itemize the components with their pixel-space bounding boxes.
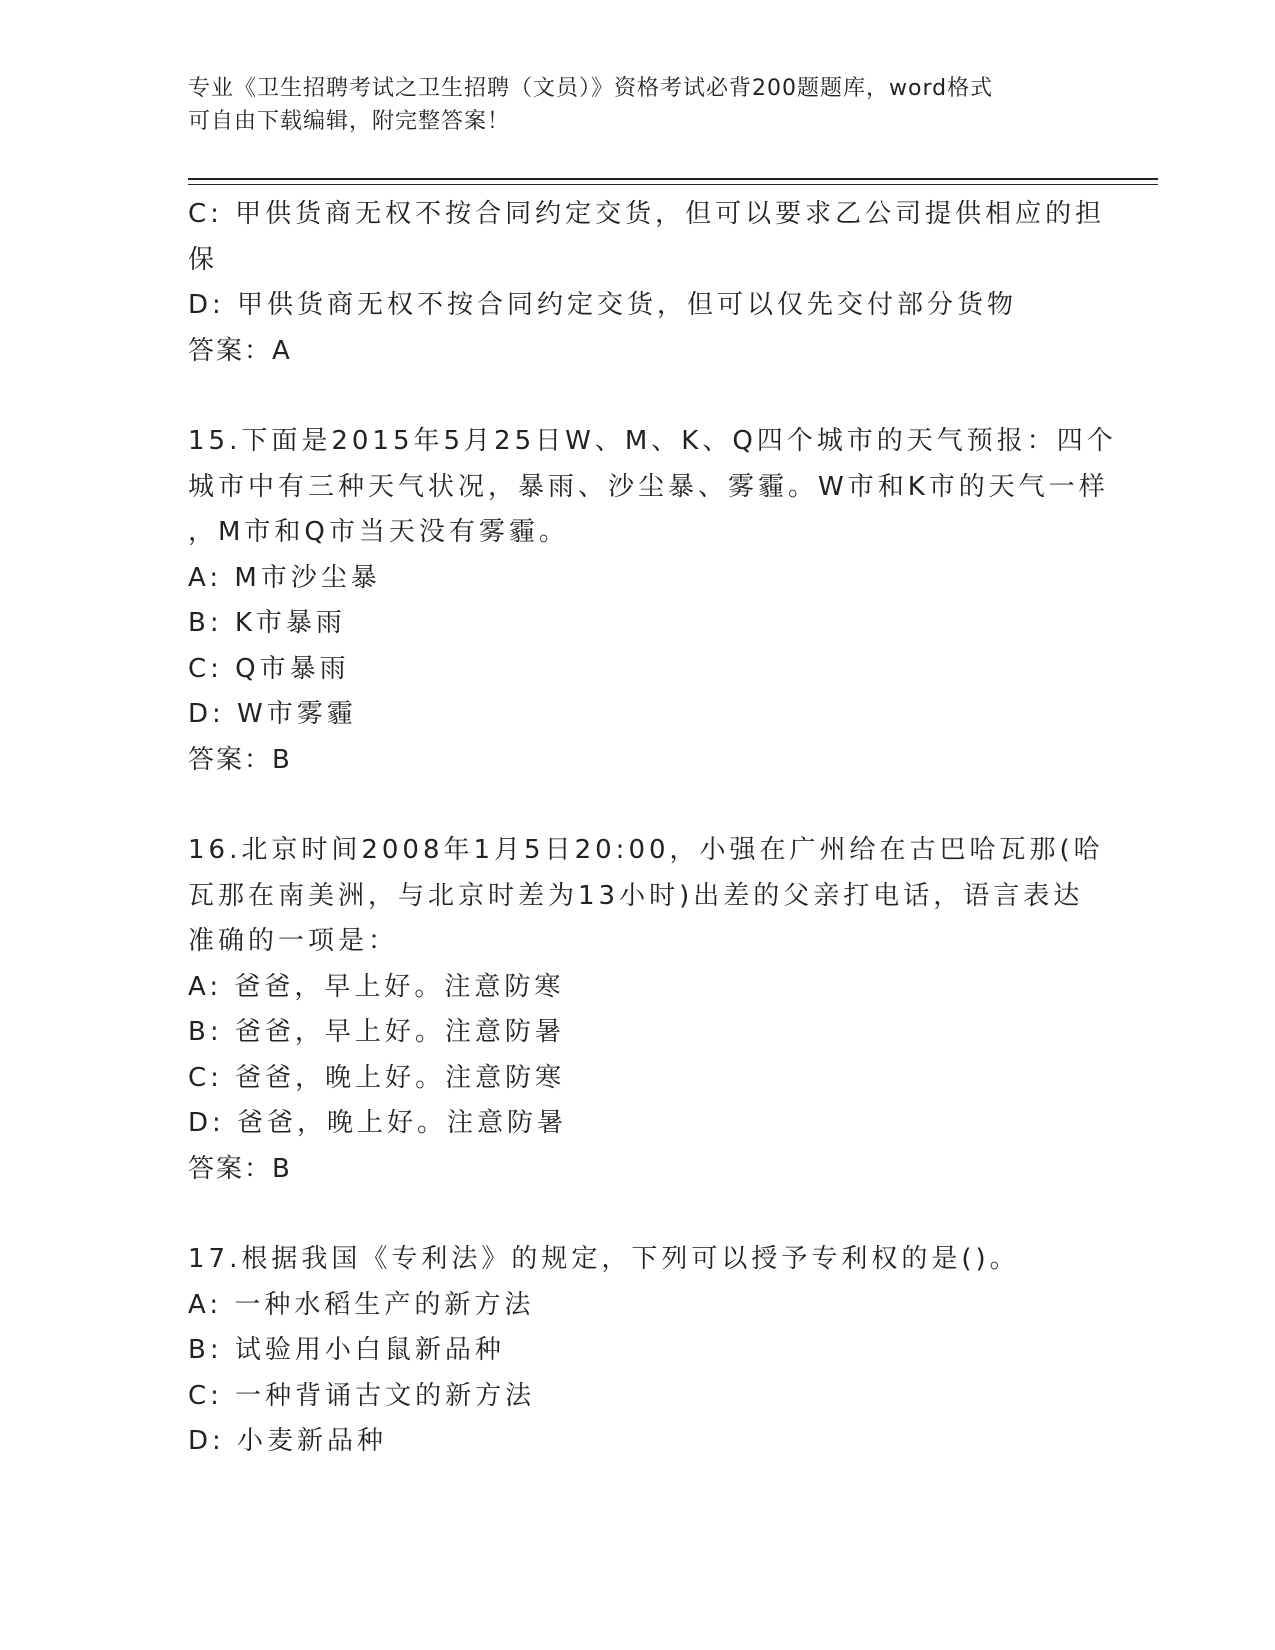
option-b: B: 爸爸，早上好。注意防暑 [188,1017,565,1047]
question-list [188,192,1117,1465]
spacer [188,374,1088,419]
question-text-line-3: ，M市和Q市当天没有雾霾。 [188,517,569,547]
question-text-line-2: 城市中有三种天气状况，暴雨、沙尘暴、雾霾。W市和K市的天气一样 [188,471,1109,502]
spacer [188,1192,1088,1237]
option-a: A: M市沙尘暴 [188,562,381,593]
option-d: D: 爸爸，晚上好。注意防暑 [188,1108,568,1138]
header-line-1: 专业《卫生招聘考试之卫生招聘（文员）》资格考试必背200题题库，word格式 [188,76,994,101]
option-a: A: 爸爸，早上好。注意防寒 [188,971,565,1002]
answer: 答案：B [188,744,292,775]
answer: 答案：A [188,335,292,366]
question-14-tail [188,192,1106,374]
question-text-line-1: 15.下面是2015年5月25日W、M、K、Q四个城市的天气预报：四个 [188,426,1117,456]
option-c: C: 爸爸，晚上好。注意防寒 [188,1062,566,1093]
document-header [188,72,1068,138]
option-d: D: W市雾霾 [188,699,357,729]
option-b: B: 试验用小白鼠新品种 [188,1335,505,1365]
option-c-line-1: C: 甲供货商无权不按合同约定交货，但可以要求乙公司提供相应的担 [188,199,1106,229]
option-c-line-2: 保 [188,244,219,275]
header-rule-thin [188,184,1158,185]
question-text-line-3: 准确的一项是： [188,926,399,956]
header-rule-thick [188,178,1158,180]
question-text-line-1: 17.根据我国《专利法》的规定，下列可以授予专利权的是()。 [188,1244,1020,1274]
spacer [188,783,1088,828]
header-line-2: 可自由下载编辑，附完整答案！ [188,109,511,134]
question-15 [188,419,1117,783]
answer: 答案：B [188,1153,292,1184]
question-17 [188,1237,1088,1465]
question-text-line-2: 瓦那在南美洲，与北京时差为13小时)出差的父亲打电话，语言表达 [188,880,1084,911]
option-d: D: 甲供货商无权不按合同约定交货，但可以仅先交付部分货物 [188,290,1018,320]
question-text-line-1: 16.北京时间2008年1月5日20:00，小强在广州给在古巴哈瓦那(哈 [188,835,1104,865]
option-d: D: 小麦新品种 [188,1426,388,1456]
option-c: C: Q市暴雨 [188,653,350,684]
option-a: A: 一种水稻生产的新方法 [188,1289,535,1320]
option-b: B: K市暴雨 [188,608,346,638]
option-c: C: 一种背诵古文的新方法 [188,1380,536,1411]
question-16 [188,828,1104,1192]
